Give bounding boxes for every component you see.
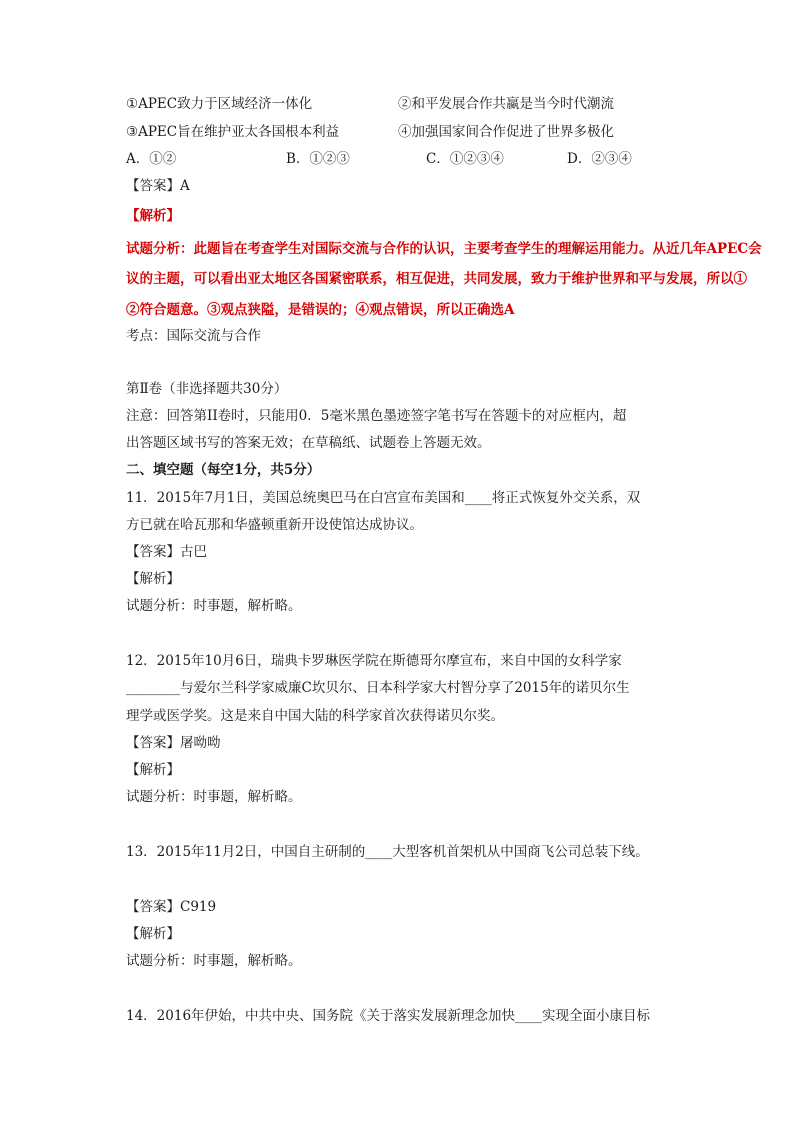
q11-analysis: 试题分析：时事题，解析略。: [126, 598, 302, 614]
part2-notice-line-2: 出答题区域书写的答案无效；在草稿纸、试题卷上答题无效。: [126, 435, 491, 451]
q13-answer: 【答案】C919: [126, 899, 217, 915]
q13-analysis-label: 【解析】: [126, 926, 180, 942]
q10-option-1: ①APEC致力于区域经济一体化: [126, 96, 313, 112]
q12-analysis-label: 【解析】: [126, 762, 180, 778]
q14-line-1: 14．2016年伊始，中共中央、国务院《关于落实发展新理念加快____实现全面小康目标: [126, 1008, 651, 1024]
q10-analysis-line-3: ②符合题意。③观点狭隘，是错误的；④观点错误，所以正确选A: [126, 302, 515, 318]
q12-line-2: ________与爱尔兰科学家威廉C坎贝尔、日本科学家大村智分享了2015年的诺贝尔生: [126, 680, 630, 696]
q10-analysis-line-2: 议的主题，可以看出亚太地区各国紧密联系，相互促进，共同发展，致力于维护世界和平与发展，所以①: [126, 271, 747, 287]
q10-choice-d: D．②③④: [567, 151, 632, 167]
q10-option-4: ④加强国家间合作促进了世界多极化: [398, 124, 614, 140]
q11-analysis-label: 【解析】: [126, 571, 180, 587]
q12-answer: 【答案】屠呦呦: [126, 735, 221, 751]
q11-line-1: 11．2015年7月1日，美国总统奥巴马在白宫宣布美国和____将正式恢复外交关系，双: [126, 490, 641, 506]
q10-option-2: ②和平发展合作共赢是当今时代潮流: [398, 96, 614, 112]
q10-point: 考点：国际交流与合作: [126, 328, 261, 344]
q10-choice-c: C．①②③④: [426, 151, 504, 167]
q10-analysis-label: 【解析】: [126, 208, 180, 224]
q10-option-3: ③APEC旨在维护亚太各国根本利益: [126, 124, 340, 140]
q11-line-2: 方已就在哈瓦那和华盛顿重新开设使馆达成协议。: [126, 517, 423, 533]
part2-notice-line-1: 注意：回答第II卷时，只能用0．5毫米黑色墨迹签字笔书写在答题卡的对应框内，超: [126, 408, 627, 424]
section2-title: 二、填空题（每空1分，共5分）: [126, 462, 321, 478]
q10-choice-a: A．①②: [126, 151, 177, 167]
q12-analysis: 试题分析：时事题，解析略。: [126, 789, 302, 805]
q12-line-1: 12．2015年10月6日，瑞典卡罗琳医学院在斯德哥尔摩宣布，来自中国的女科学家: [126, 653, 622, 669]
part2-title: 第Ⅱ卷（非选择题共30分）: [126, 381, 288, 397]
q13-line-1: 13．2015年11月2日，中国自主研制的____大型客机首架机从中国商飞公司总装下线。: [126, 844, 649, 860]
q10-analysis-line-1: 试题分析：此题旨在考查学生对国际交流与合作的认识，主要考查学生的理解运用能力。从近几年APEC会: [126, 241, 762, 257]
q11-answer: 【答案】古巴: [126, 544, 207, 560]
q13-analysis: 试题分析：时事题，解析略。: [126, 953, 302, 969]
q12-line-3: 理学或医学奖。这是来自中国大陆的科学家首次获得诺贝尔奖。: [126, 708, 504, 724]
q10-choice-b: B．①②③: [286, 151, 350, 167]
q10-answer: 【答案】A: [126, 178, 190, 194]
